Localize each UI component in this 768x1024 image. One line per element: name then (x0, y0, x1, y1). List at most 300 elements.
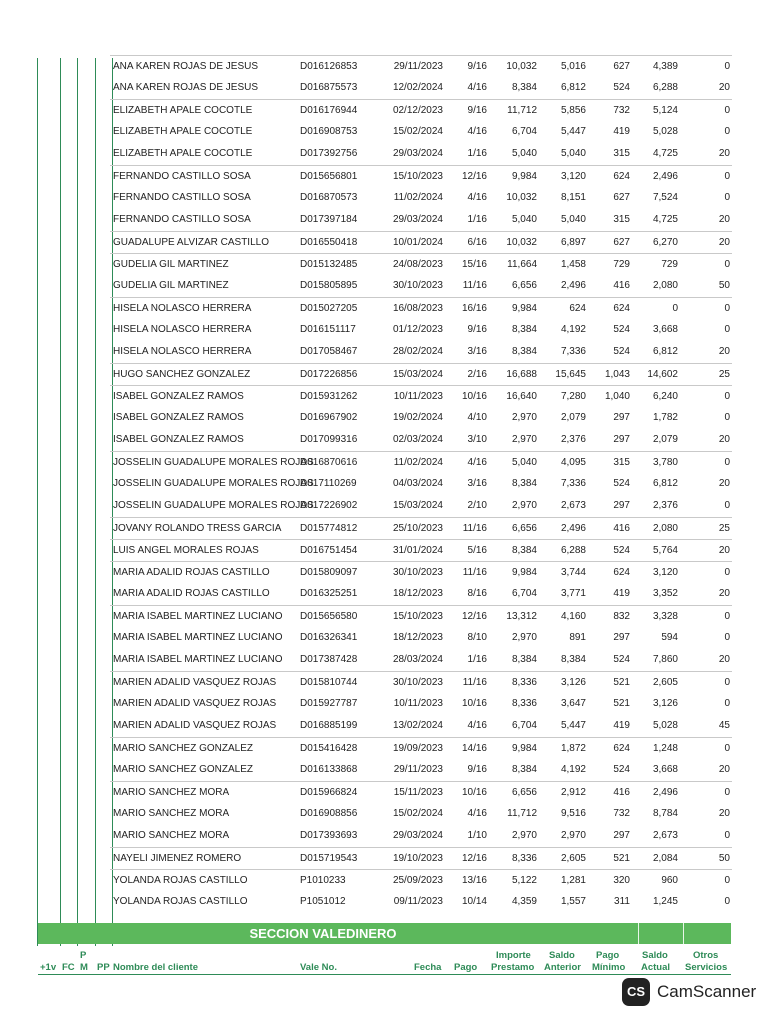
pago: 8/16 (467, 588, 487, 599)
fecha: 31/01/2024 (392, 545, 443, 556)
importe-prestamo: 8,384 (511, 478, 537, 489)
saldo-anterior: 1,557 (560, 896, 586, 907)
saldo-anterior: 2,496 (560, 280, 586, 291)
saldo-anterior: 3,771 (560, 588, 586, 599)
client-name: MARIO SANCHEZ GONZALEZ (113, 743, 254, 754)
pago-minimo: 320 (613, 875, 630, 886)
table-row (110, 825, 732, 846)
col-saldo-actual-bottom: Actual (641, 962, 671, 973)
importe-prestamo: 11,712 (507, 105, 537, 116)
client-name: YOLANDA ROJAS CASTILLO (113, 875, 248, 886)
otros-servicios: 0 (724, 632, 730, 643)
vale-number: D017058467 (300, 346, 358, 357)
importe-prestamo: 11,712 (507, 808, 537, 819)
otros-servicios: 0 (724, 830, 730, 841)
importe-prestamo: 9,984 (511, 743, 537, 754)
table-row (110, 605, 732, 627)
otros-servicios: 50 (718, 853, 730, 864)
table-row (110, 759, 732, 780)
pago-minimo: 624 (613, 171, 630, 182)
pago-minimo: 624 (613, 743, 630, 754)
fecha: 30/10/2023 (392, 567, 443, 578)
saldo-anterior: 9,516 (560, 808, 586, 819)
saldo-anterior: 8,151 (560, 192, 586, 203)
importe-prestamo: 6,704 (511, 588, 537, 599)
pago-minimo: 524 (613, 82, 630, 93)
client-name: ANA KAREN ROJAS DE JESUS (113, 82, 259, 93)
fecha: 10/11/2023 (393, 698, 443, 709)
table-row (110, 253, 732, 275)
table-row (110, 451, 732, 473)
importe-prestamo: 2,970 (511, 500, 537, 511)
client-name: MARIO SANCHEZ MORA (113, 787, 230, 798)
client-name: MARIA ADALID ROJAS CASTILLO (113, 588, 270, 599)
pago: 12/16 (461, 171, 487, 182)
importe-prestamo: 8,384 (511, 764, 537, 775)
saldo-actual: 2,496 (652, 171, 678, 182)
vale-number: D017226902 (300, 500, 358, 511)
importe-prestamo: 9,984 (511, 303, 537, 314)
client-name: JOSSELIN GUADALUPE MORALES ROJAS (113, 478, 314, 489)
pago: 13/16 (461, 875, 487, 886)
pago: 11/16 (462, 280, 487, 291)
vale-number: D016870616 (300, 457, 358, 468)
saldo-anterior: 2,376 (560, 434, 586, 445)
importe-prestamo: 6,656 (511, 523, 537, 534)
importe-prestamo: 10,032 (506, 192, 537, 203)
vale-number: D016176944 (300, 105, 358, 116)
vale-number: D015027205 (300, 303, 358, 314)
otros-servicios: 0 (724, 787, 730, 798)
saldo-actual: 3,352 (652, 588, 678, 599)
table-row (110, 385, 732, 407)
otros-servicios: 25 (718, 369, 730, 380)
vale-number: D017393693 (300, 830, 358, 841)
importe-prestamo: 6,656 (511, 787, 537, 798)
saldo-anterior: 4,192 (560, 764, 586, 775)
saldo-actual: 3,668 (652, 324, 678, 335)
otros-servicios: 20 (718, 214, 730, 225)
pago: 1/16 (467, 148, 487, 159)
importe-prestamo: 16,640 (506, 391, 537, 402)
saldo-actual: 4,389 (652, 61, 678, 72)
pago-minimo: 297 (613, 434, 630, 445)
table-row (110, 737, 732, 759)
fecha: 29/03/2024 (392, 830, 443, 841)
client-name: FERNANDO CASTILLO SOSA (113, 171, 251, 182)
importe-prestamo: 8,336 (511, 698, 537, 709)
client-name: MARIA ADALID ROJAS CASTILLO (113, 567, 270, 578)
pago-minimo: 297 (613, 632, 630, 643)
fecha: 28/02/2024 (392, 346, 443, 357)
table-row (110, 693, 732, 714)
pago-minimo: 419 (613, 126, 630, 137)
col-importe-top: Importe (496, 950, 531, 961)
table-row (110, 517, 732, 539)
table-row (110, 781, 732, 803)
saldo-actual: 14,602 (647, 369, 678, 380)
vale-number: D016325251 (300, 588, 358, 599)
client-name: MARIEN ADALID VASQUEZ ROJAS (113, 677, 277, 688)
fecha: 10/01/2024 (392, 237, 443, 248)
pago-minimo: 521 (613, 853, 630, 864)
table-row (110, 715, 732, 736)
bar-divider (683, 923, 684, 944)
vale-number: D016326341 (300, 632, 358, 643)
saldo-anterior: 4,160 (560, 611, 586, 622)
pago-minimo: 524 (613, 346, 630, 357)
client-name: GUDELIA GIL MARTINEZ (113, 259, 229, 270)
importe-prestamo: 8,384 (511, 82, 537, 93)
saldo-actual: 4,725 (652, 148, 678, 159)
pago-minimo: 297 (613, 412, 630, 423)
fecha: 11/02/2024 (393, 457, 443, 468)
fecha: 15/02/2024 (392, 808, 443, 819)
vale-number: D015416428 (300, 743, 358, 754)
saldo-anterior: 7,336 (560, 346, 586, 357)
saldo-actual: 3,328 (652, 611, 678, 622)
client-name: ELIZABETH APALE COCOTLE (113, 126, 253, 137)
otros-servicios: 0 (724, 412, 730, 423)
vale-number: D017392756 (300, 148, 358, 159)
pago: 9/16 (467, 764, 487, 775)
vale-number: D015719543 (300, 853, 358, 864)
pago: 8/10 (467, 632, 487, 643)
saldo-actual: 3,126 (652, 698, 678, 709)
saldo-actual: 7,524 (652, 192, 678, 203)
otros-servicios: 25 (718, 523, 730, 534)
importe-prestamo: 10,032 (506, 237, 537, 248)
vale-number: D016875573 (300, 82, 358, 93)
vale-number: P1010233 (300, 875, 346, 886)
table-row (110, 341, 732, 362)
importe-prestamo: 6,704 (511, 126, 537, 137)
column-line (60, 58, 61, 946)
client-name: YOLANDA ROJAS CASTILLO (113, 896, 248, 907)
pago-minimo: 624 (613, 567, 630, 578)
fecha: 19/09/2023 (392, 743, 443, 754)
client-name: MARIO SANCHEZ MORA (113, 808, 230, 819)
pago-minimo: 416 (613, 280, 630, 291)
saldo-anterior: 6,897 (560, 237, 586, 248)
pago: 3/10 (467, 434, 487, 445)
table-row (110, 803, 732, 824)
otros-servicios: 0 (724, 743, 730, 754)
fecha: 29/11/2023 (393, 61, 443, 72)
otros-servicios: 0 (724, 567, 730, 578)
otros-servicios: 20 (718, 588, 730, 599)
column-line (95, 58, 96, 946)
pago-minimo: 627 (613, 192, 630, 203)
importe-prestamo: 2,970 (511, 434, 537, 445)
bar-divider (638, 923, 639, 944)
col-plus1v: +1v (40, 962, 57, 973)
pago: 4/16 (467, 457, 487, 468)
saldo-actual: 6,270 (652, 237, 678, 248)
client-name: MARIA ISABEL MARTINEZ LUCIANO (113, 632, 283, 643)
fecha: 16/08/2023 (392, 303, 443, 314)
saldo-actual: 8,784 (652, 808, 678, 819)
vale-number: D015132485 (300, 259, 358, 270)
saldo-actual: 6,812 (652, 478, 678, 489)
vale-number: D015927787 (300, 698, 358, 709)
otros-servicios: 20 (718, 148, 730, 159)
col-saldo-anterior-top: Saldo (549, 950, 575, 961)
importe-prestamo: 8,336 (511, 677, 537, 688)
saldo-actual: 6,288 (652, 82, 678, 93)
saldo-anterior: 5,040 (560, 148, 586, 159)
table-row (110, 99, 732, 121)
fecha: 24/08/2023 (392, 259, 443, 270)
saldo-anterior: 2,912 (560, 787, 586, 798)
saldo-anterior: 2,605 (560, 853, 586, 864)
client-name: MARIEN ADALID VASQUEZ ROJAS (113, 698, 277, 709)
pago-minimo: 832 (613, 611, 630, 622)
pago-minimo: 315 (613, 214, 630, 225)
vale-number: D016908856 (300, 808, 358, 819)
pago: 4/10 (467, 412, 487, 423)
vale-number: D017226856 (300, 369, 358, 380)
vale-number: D016133868 (300, 764, 358, 775)
table-row (110, 891, 732, 912)
client-name: LUIS ANGEL MORALES ROJAS (113, 545, 259, 556)
importe-prestamo: 8,384 (511, 346, 537, 357)
fecha: 04/03/2024 (392, 478, 443, 489)
client-name: FERNANDO CASTILLO SOSA (113, 192, 251, 203)
fecha: 30/10/2023 (392, 280, 443, 291)
fecha: 15/10/2023 (392, 171, 443, 182)
otros-servicios: 20 (718, 82, 730, 93)
fecha: 09/11/2023 (393, 896, 443, 907)
table-row (110, 407, 732, 428)
saldo-actual: 1,245 (652, 896, 678, 907)
saldo-anterior: 7,280 (560, 391, 586, 402)
importe-prestamo: 2,970 (511, 632, 537, 643)
saldo-actual: 2,080 (652, 523, 678, 534)
header-underline (38, 974, 731, 975)
col-fc: FC (62, 962, 75, 973)
vale-number: D015810744 (300, 677, 358, 688)
vale-number: D016151117 (300, 324, 356, 335)
otros-servicios: 0 (724, 611, 730, 622)
importe-prestamo: 9,984 (511, 171, 537, 182)
otros-servicios: 0 (724, 259, 730, 270)
importe-prestamo: 4,359 (511, 896, 537, 907)
col-saldo-actual-top: Saldo (642, 950, 668, 961)
otros-servicios: 0 (724, 500, 730, 511)
client-name: ELIZABETH APALE COCOTLE (113, 148, 253, 159)
saldo-anterior: 891 (569, 632, 586, 643)
pago: 16/16 (461, 303, 487, 314)
fecha: 19/02/2024 (392, 412, 443, 423)
client-name: JOVANY ROLANDO TRESS GARCIA (113, 523, 282, 534)
pago-minimo: 297 (613, 830, 630, 841)
importe-prestamo: 11,664 (507, 259, 537, 270)
table-row (110, 649, 732, 670)
otros-servicios: 20 (718, 545, 730, 556)
vale-number: D015931262 (300, 391, 358, 402)
vale-number: D016908753 (300, 126, 358, 137)
vale-number: D017099316 (300, 434, 358, 445)
importe-prestamo: 5,040 (511, 457, 537, 468)
saldo-anterior: 3,647 (560, 698, 586, 709)
vale-number: D017387428 (300, 654, 358, 665)
pago: 1/10 (467, 830, 487, 841)
otros-servicios: 20 (718, 808, 730, 819)
saldo-anterior: 15,645 (555, 369, 586, 380)
saldo-actual: 1,248 (652, 743, 678, 754)
pago-minimo: 315 (613, 148, 630, 159)
client-name: GUDELIA GIL MARTINEZ (113, 280, 229, 291)
pago: 5/16 (467, 545, 487, 556)
otros-servicios: 0 (724, 457, 730, 468)
fecha: 02/03/2024 (392, 434, 443, 445)
pago: 1/16 (467, 654, 487, 665)
fecha: 13/02/2024 (392, 720, 443, 731)
pago: 4/16 (467, 192, 487, 203)
pago-minimo: 315 (613, 457, 630, 468)
otros-servicios: 20 (718, 237, 730, 248)
otros-servicios: 20 (718, 346, 730, 357)
pago: 10/16 (461, 787, 487, 798)
saldo-anterior: 5,447 (560, 126, 586, 137)
saldo-actual: 6,240 (652, 391, 678, 402)
saldo-actual: 3,780 (652, 457, 678, 468)
client-name: ISABEL GONZALEZ RAMOS (113, 434, 244, 445)
client-name: MARIO SANCHEZ GONZALEZ (113, 764, 254, 775)
otros-servicios: 20 (718, 654, 730, 665)
pago: 14/16 (461, 743, 487, 754)
saldo-actual: 0 (672, 303, 678, 314)
importe-prestamo: 6,656 (511, 280, 537, 291)
otros-servicios: 0 (724, 171, 730, 182)
saldo-anterior: 5,447 (560, 720, 586, 731)
pago: 2/10 (467, 500, 487, 511)
client-name: ISABEL GONZALEZ RAMOS (113, 391, 244, 402)
table-row (110, 847, 732, 869)
fecha: 29/11/2023 (393, 764, 443, 775)
otros-servicios: 0 (724, 324, 730, 335)
fecha: 01/12/2023 (392, 324, 443, 335)
saldo-actual: 3,120 (652, 567, 678, 578)
saldo-anterior: 2,496 (560, 523, 586, 534)
fecha: 15/10/2023 (392, 611, 443, 622)
pago: 12/16 (461, 611, 487, 622)
client-name: GUADALUPE ALVIZAR CASTILLO (113, 237, 269, 248)
pago: 3/16 (467, 346, 487, 357)
table-header (0, 944, 768, 974)
saldo-anterior: 3,126 (560, 677, 586, 688)
vale-number: D016885199 (300, 720, 358, 731)
fecha: 15/03/2024 (392, 500, 443, 511)
vale-number: D016870573 (300, 192, 358, 203)
table-row (110, 165, 732, 187)
client-name: ISABEL GONZALEZ RAMOS (113, 412, 244, 423)
pago: 4/16 (467, 126, 487, 137)
saldo-actual: 5,028 (652, 126, 678, 137)
saldo-anterior: 4,192 (560, 324, 586, 335)
saldo-anterior: 624 (569, 303, 586, 314)
pago: 6/16 (467, 237, 487, 248)
pago-minimo: 732 (613, 808, 630, 819)
table-row (110, 297, 732, 319)
otros-servicios: 0 (724, 896, 730, 907)
client-name: HUGO SANCHEZ GONZALEZ (113, 369, 251, 380)
vale-number: D015774812 (300, 523, 358, 534)
otros-servicios: 0 (724, 105, 730, 116)
pago-minimo: 1,043 (604, 369, 630, 380)
saldo-actual: 2,084 (652, 853, 678, 864)
importe-prestamo: 10,032 (506, 61, 537, 72)
saldo-anterior: 3,744 (560, 567, 586, 578)
pago-minimo: 624 (613, 303, 630, 314)
table-row (110, 363, 732, 385)
column-line (77, 58, 78, 946)
importe-prestamo: 8,384 (511, 654, 537, 665)
table-row (110, 583, 732, 604)
pago: 4/16 (467, 82, 487, 93)
table-row (110, 121, 732, 142)
pago-minimo: 1,040 (604, 391, 630, 402)
saldo-actual: 5,764 (652, 545, 678, 556)
vale-number: D015656801 (300, 171, 358, 182)
col-pm-bottom: M (80, 962, 88, 973)
client-name: NAYELI JIMENEZ ROMERO (113, 853, 242, 864)
saldo-actual: 2,496 (652, 787, 678, 798)
col-vale: Vale No. (300, 962, 337, 973)
col-pago-minimo-top: Pago (596, 950, 620, 961)
col-pago-minimo-bottom: Mínimo (592, 962, 626, 973)
table-row (110, 187, 732, 208)
section-header-bar (38, 923, 731, 944)
col-otros-top: Otros (693, 950, 719, 961)
table-row (110, 143, 732, 164)
saldo-actual: 5,124 (652, 105, 678, 116)
table-row (110, 561, 732, 583)
saldo-actual: 7,860 (652, 654, 678, 665)
client-name: MARIO SANCHEZ MORA (113, 830, 230, 841)
table-row (110, 55, 732, 77)
importe-prestamo: 8,384 (511, 324, 537, 335)
fecha: 18/12/2023 (392, 588, 443, 599)
col-saldo-anterior-bottom: Anterior (544, 962, 581, 973)
vale-number: D016126853 (300, 61, 358, 72)
otros-servicios: 0 (724, 677, 730, 688)
table-row (110, 319, 732, 340)
otros-servicios: 0 (724, 698, 730, 709)
pago-minimo: 627 (613, 237, 630, 248)
saldo-actual: 729 (661, 259, 678, 270)
importe-prestamo: 9,984 (511, 567, 537, 578)
saldo-actual: 2,079 (652, 434, 678, 445)
vale-number: D017397184 (300, 214, 358, 225)
saldo-anterior: 4,095 (560, 457, 586, 468)
pago-minimo: 419 (613, 588, 630, 599)
pago-minimo: 524 (613, 545, 630, 556)
fecha: 29/03/2024 (392, 148, 443, 159)
client-name: FERNANDO CASTILLO SOSA (113, 214, 251, 225)
importe-prestamo: 5,040 (511, 214, 537, 225)
table-row (110, 275, 732, 296)
fecha: 25/09/2023 (392, 875, 443, 886)
pago: 1/16 (467, 214, 487, 225)
pago: 4/16 (467, 720, 487, 731)
importe-prestamo: 8,336 (511, 853, 537, 864)
otros-servicios: 0 (724, 126, 730, 137)
table-row (110, 429, 732, 450)
pago: 11/16 (462, 677, 487, 688)
col-otros-bottom: Servicios (685, 962, 728, 973)
